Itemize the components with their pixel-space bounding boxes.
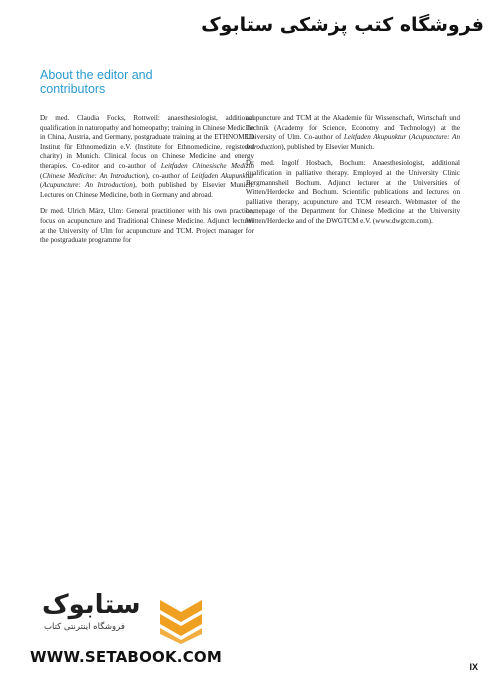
bio-text: ( bbox=[40, 181, 43, 190]
website-url: WWW.SETABOOK.COM bbox=[30, 648, 222, 666]
setabook-logo bbox=[38, 590, 238, 646]
logo-wordmark: ستابوک bbox=[42, 590, 141, 620]
bio-text: acupuncture and TCM at the Akademie für Wissenschaft, Wirtschaft und Technik (Academy for Science, Economy and Technology) at the University of Ulm. Co-author of bbox=[246, 114, 460, 142]
bio-text: ( bbox=[40, 171, 43, 180]
seta-chevron-logo-icon bbox=[156, 594, 206, 644]
book-title: Acupuncture: An Introduction bbox=[246, 133, 460, 151]
section-heading-line-1: About the editor and bbox=[40, 68, 153, 82]
left-column bbox=[40, 114, 254, 253]
book-title: Leitfaden Chinesische Medizin bbox=[160, 161, 254, 170]
bio-maerz-continued bbox=[246, 114, 460, 152]
bio-text: ), both published by Elsevier Munich. Lectures on Chinese Medicine, both in Germany and abroad. bbox=[40, 181, 254, 199]
right-column bbox=[246, 114, 460, 234]
store-banner: فروشگاه کتب پزشکی ستابوک bbox=[201, 14, 484, 36]
bio-text: ), co-author of bbox=[145, 171, 192, 180]
bio-focks bbox=[40, 114, 254, 200]
bio-text: Dr med. Claudia Focks, Rottweil: anaesthesiologist, additional qualification in naturopathy and homeopathy; training in Chinese Medicine in China, Austria, and Germany, postgraduate training at the ETHNOMED Institut für Ethnomedizin e.V. (Institute for Ethnomedicine, registered charity) in Munich. Clinical focus on Chinese Medicine and energy therapies. Co-editor and co-author of bbox=[40, 114, 254, 170]
book-title: Acupuncture: An Introduction bbox=[42, 181, 133, 190]
page-number: IX bbox=[469, 662, 478, 672]
bio-text: ( bbox=[406, 133, 412, 142]
section-heading-line-2: contributors bbox=[40, 82, 106, 96]
book-title: Leitfaden Akupunktur bbox=[191, 171, 254, 180]
bio-text: ), published by Elsevier Munich. bbox=[281, 142, 375, 151]
bio-maerz: Dr med. Ulrich März, Ulm: General practitioner with his own practice, focus on acupuncture and Traditional Chinese Medicine. Adjunct lecturer at the University of Ulm for acupuncture and TCM. Project manager for the postgraduate programme for bbox=[40, 207, 254, 245]
book-title: Chinese Medicine: An Introduction bbox=[42, 171, 146, 180]
bio-hosbach: Dr med. Ingolf Hosbach, Bochum: Anaesthesiologist, additional qualification in palliative therapy. Employed at the University Clinic Bergmannsheil Bochum. Adjunct lecturer at the Universities of Witten/Herdecke and Bochum. Scientific publications and lectures on palliative therapy, acupuncture and TCM research. Webmaster of the homepage of the Department for Chinese Medicine at the University Witten/Herdecke and of the DWGTCM e.V. (www.dwgtcm.com). bbox=[246, 159, 460, 225]
section-heading bbox=[40, 68, 240, 96]
logo-subtitle: فروشگاه اینترنتی کتاب bbox=[44, 622, 125, 632]
book-title: Leitfaden Akupunktur bbox=[343, 133, 407, 142]
